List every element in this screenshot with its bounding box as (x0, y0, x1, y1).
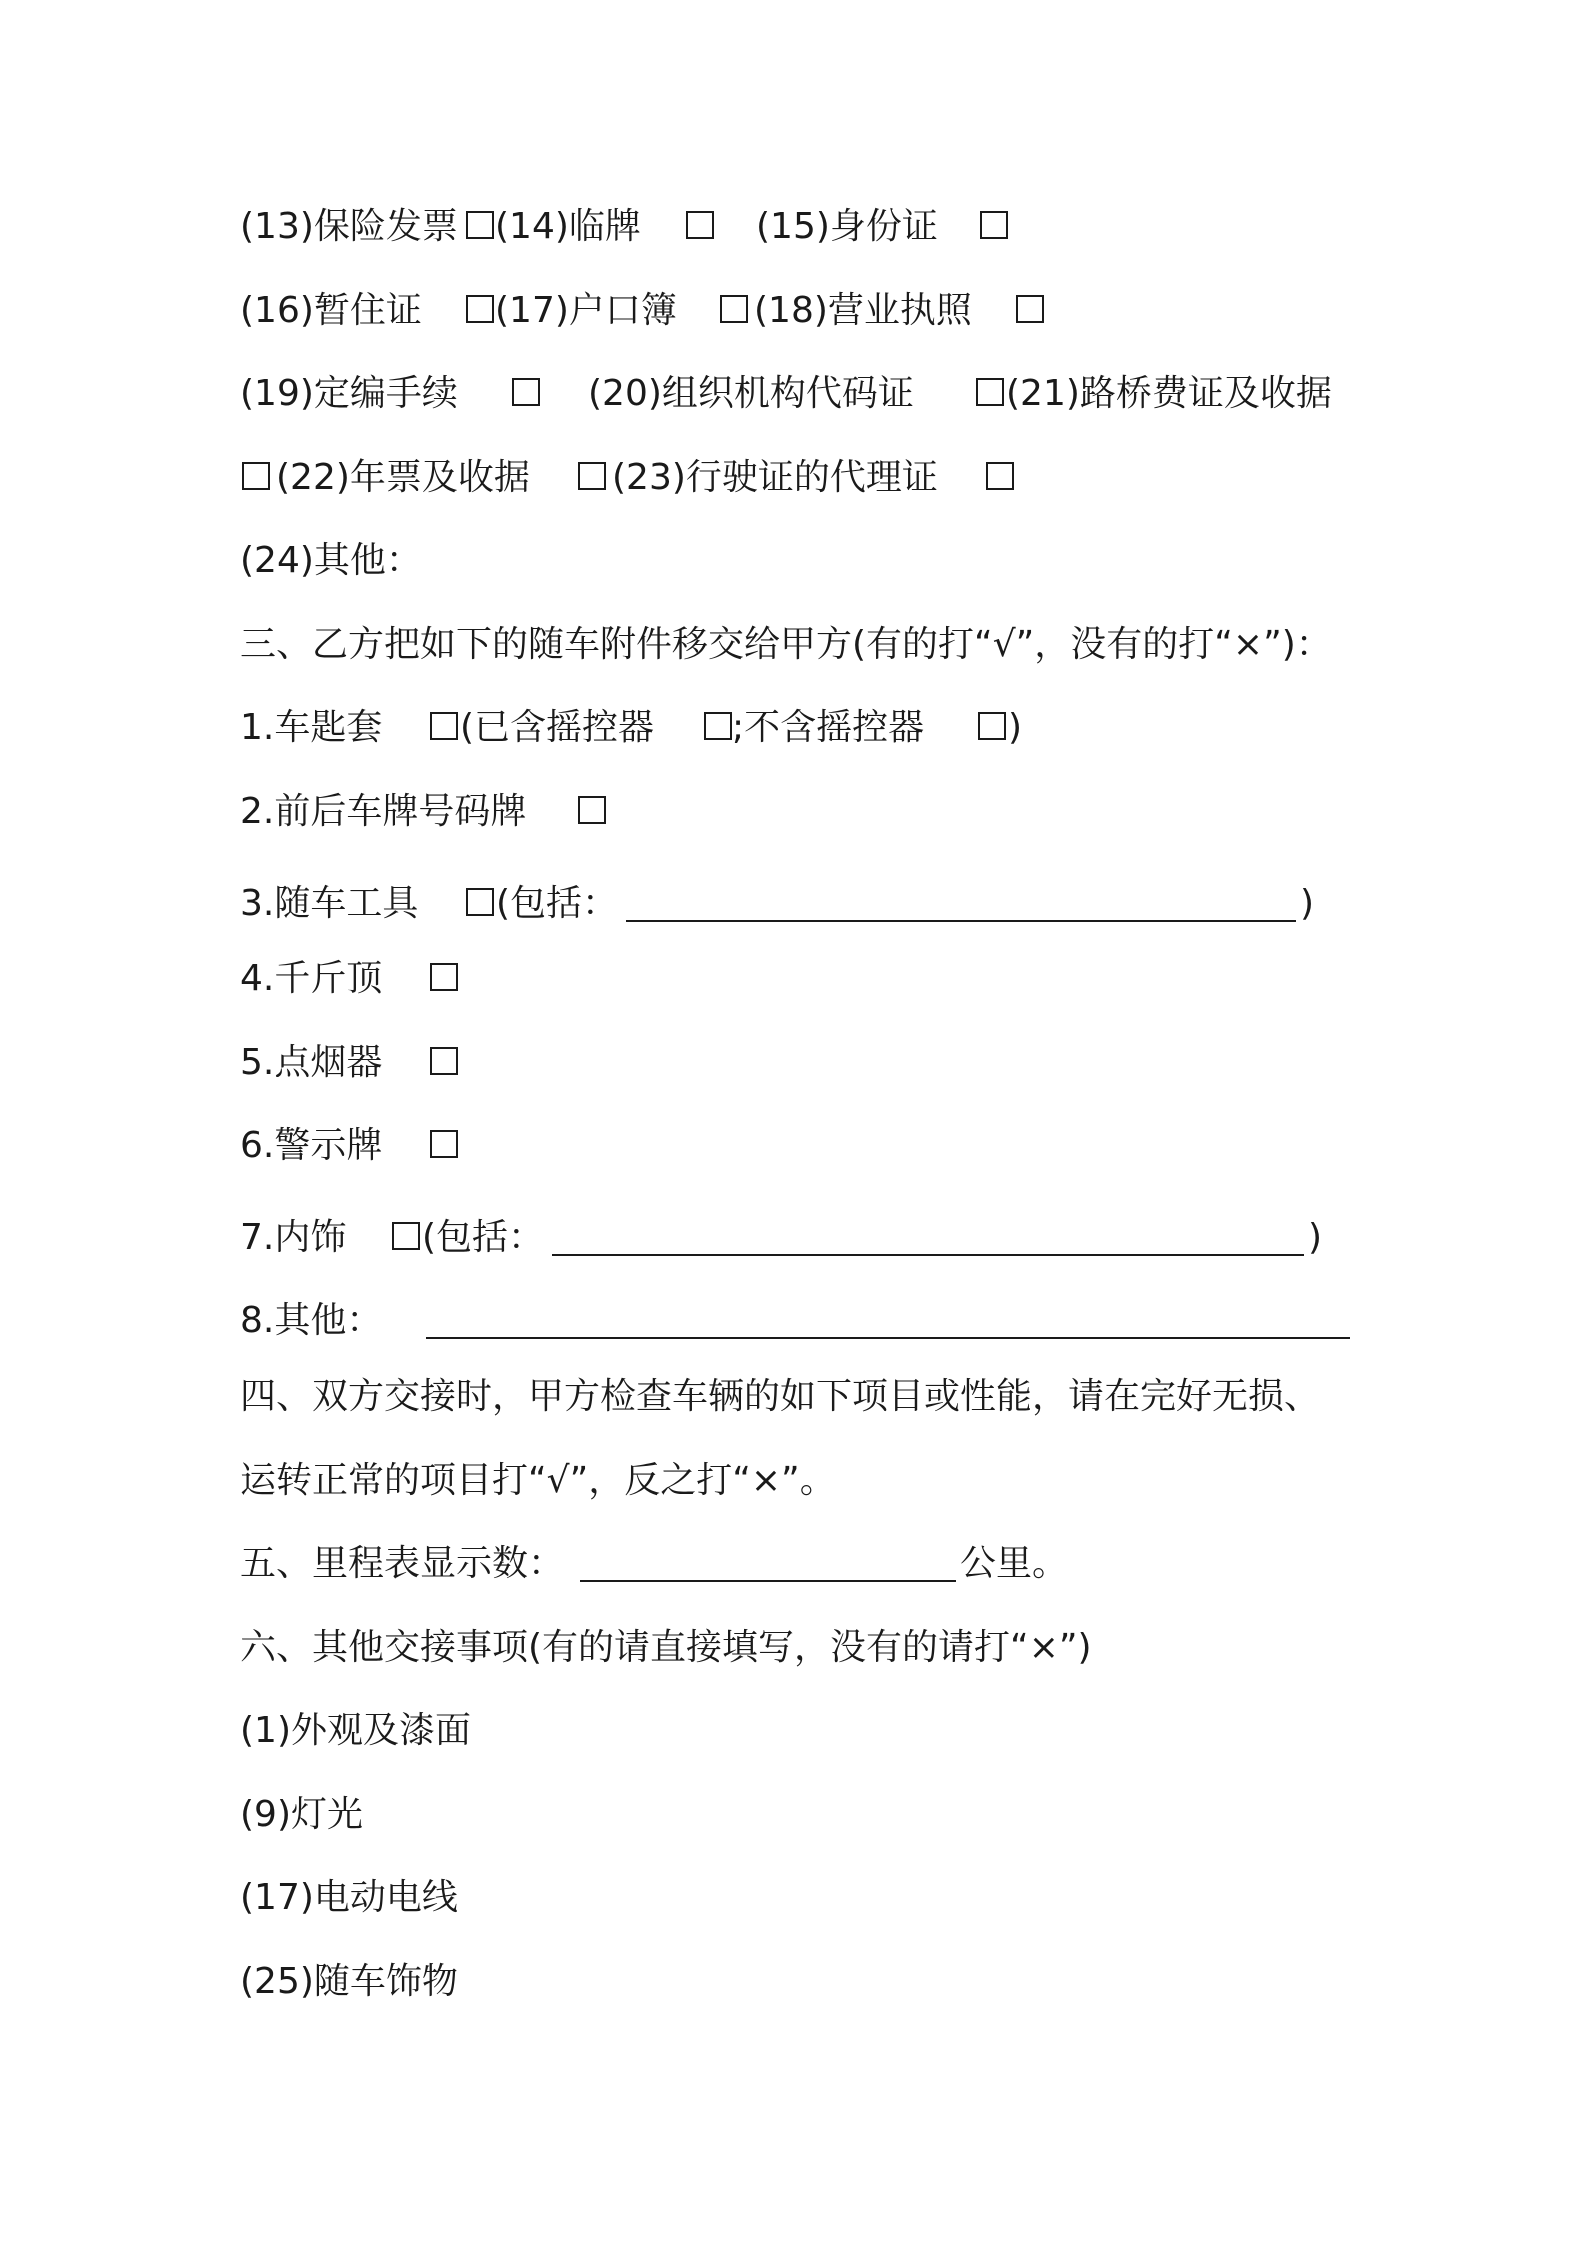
odometer-label: 五、里程表显示数： (240, 1543, 565, 1584)
checkbox-15[interactable] (980, 211, 1008, 239)
item-16-label: (16)暂住证 (240, 290, 422, 331)
item-23-label: (23)行驶证的代理证 (612, 457, 938, 498)
section-4-text-2: 运转正常的项目打“√”，反之打“×”。 (240, 1460, 836, 1501)
interior-label: 7.内饰 (240, 1217, 347, 1258)
checkbox-14[interactable] (686, 211, 714, 239)
tools-close-paren: ) (1300, 883, 1315, 924)
section-3-heading-text: 三、乙方把如下的随车附件移交给甲方(有的打“√”，没有的打“×”)： (240, 624, 1332, 665)
checkbox-23[interactable] (986, 462, 1014, 490)
checkbox-warning[interactable] (430, 1130, 458, 1158)
item-18-label: (18)营业执照 (754, 290, 972, 331)
checkbox-interior[interactable] (392, 1222, 420, 1250)
key-close-paren: ) (1008, 707, 1023, 748)
section-6-heading-text: 六、其他交接事项(有的请直接填写，没有的请打“×”) (240, 1627, 1092, 1668)
checkbox-key-case[interactable] (430, 712, 458, 740)
item-21-label: (21)路桥费证及收据 (1006, 373, 1332, 414)
item-14-label: (14)临牌 (495, 206, 641, 247)
checkbox-with-remote[interactable] (704, 712, 732, 740)
tools-include-label: (包括： (496, 883, 619, 924)
checkbox-tools[interactable] (466, 888, 494, 916)
warning-label: 6.警示牌 (240, 1125, 383, 1166)
checkbox-jack[interactable] (430, 963, 458, 991)
interior-include-label: (包括： (422, 1217, 545, 1258)
key-case-label: 1.车匙套 (240, 707, 383, 748)
tools-blank-line[interactable] (626, 920, 1296, 922)
item-13-label: (13)保险发票 (240, 206, 458, 247)
odometer-blank-line[interactable] (580, 1580, 956, 1582)
checkbox-18[interactable] (1016, 295, 1044, 323)
odometer-unit: 公里。 (960, 1543, 1069, 1584)
interior-close-paren: ) (1308, 1217, 1323, 1258)
lighter-label: 5.点烟器 (240, 1042, 383, 1083)
item-15-label: (15)身份证 (756, 206, 938, 247)
checkbox-20[interactable] (976, 378, 1004, 406)
checkbox-lighter[interactable] (430, 1047, 458, 1075)
jack-label: 4.千斤顶 (240, 958, 383, 999)
tools-label: 3.随车工具 (240, 883, 419, 924)
checkbox-19[interactable] (512, 378, 540, 406)
checkbox-13[interactable] (466, 211, 494, 239)
section-4-text-1: 四、双方交接时，甲方检查车辆的如下项目或性能，请在完好无损、 (240, 1376, 1321, 1417)
other-blank-line[interactable] (426, 1337, 1350, 1339)
key-no-remote-label: ;不含摇控器 (732, 707, 925, 748)
checkbox-22[interactable] (578, 462, 606, 490)
item-17-label: (17)户口簿 (495, 290, 677, 331)
checkbox-17[interactable] (720, 295, 748, 323)
checkbox-plates[interactable] (578, 796, 606, 824)
checkbox-21[interactable] (242, 462, 270, 490)
plates-label: 2.前后车牌号码牌 (240, 791, 527, 832)
section-6-item-label: (1)外观及漆面 (240, 1710, 471, 1751)
item-19-label: (19)定编手续 (240, 373, 458, 414)
section-6-item-label: (17)电动电线 (240, 1877, 458, 1918)
other-label: 8.其他： (240, 1300, 383, 1341)
item-24-label: (24)其他： (240, 540, 422, 581)
interior-blank-line[interactable] (552, 1254, 1304, 1256)
item-22-label: (22)年票及收据 (276, 457, 530, 498)
item-20-label: (20)组织机构代码证 (588, 373, 914, 414)
checkbox-without-remote[interactable] (978, 712, 1006, 740)
section-6-item-label: (25)随车饰物 (240, 1961, 458, 2002)
key-remote-label: (已含摇控器 (460, 707, 655, 748)
checkbox-16[interactable] (466, 295, 494, 323)
section-6-item-label: (9)灯光 (240, 1794, 363, 1835)
